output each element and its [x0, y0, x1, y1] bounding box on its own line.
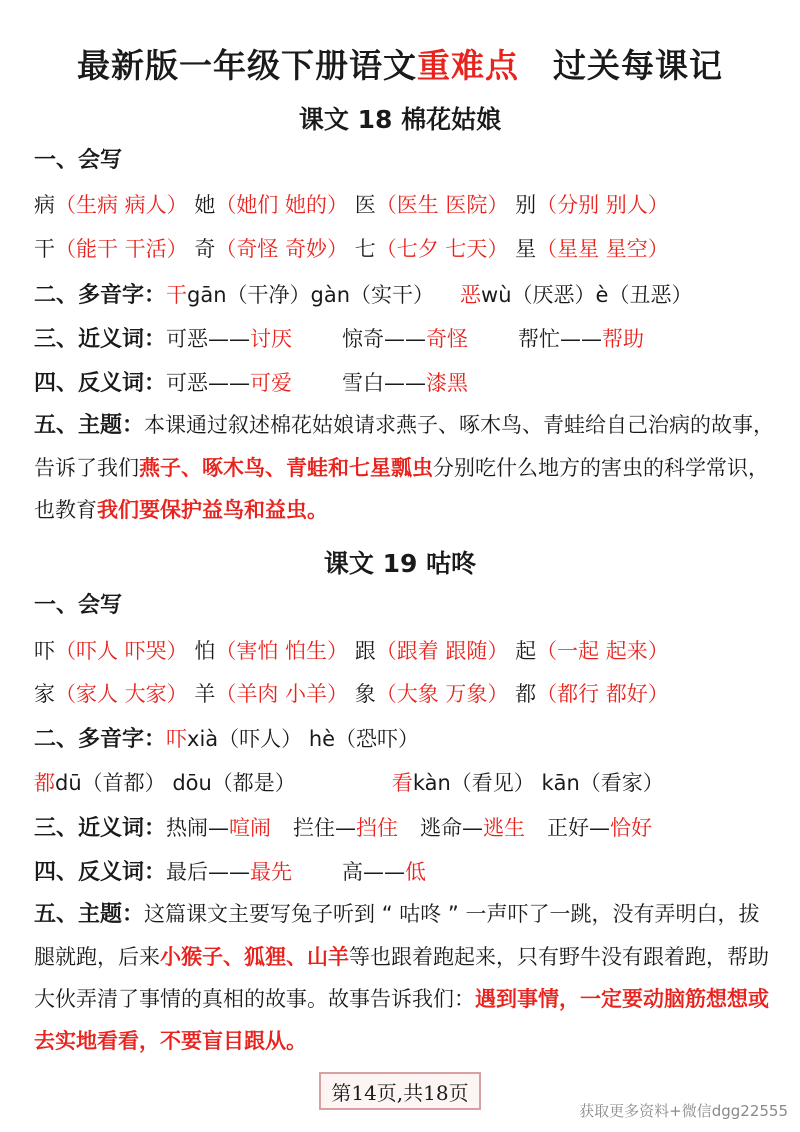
write-char: 象	[354, 682, 376, 706]
theme-label: 五、主题：	[34, 902, 145, 927]
word: 雪白——	[342, 371, 427, 395]
l19-duoyin-row1	[34, 724, 780, 755]
write-words: （跟着 跟随）	[375, 639, 509, 663]
poly-readings: gān（干净）gàn（实干）	[187, 283, 435, 307]
write-words: （吓人 吓哭）	[55, 639, 188, 663]
write-words: （分别 别人）	[536, 193, 669, 217]
write-words: （星星 星空）	[536, 237, 669, 261]
word: 正好—	[547, 816, 611, 840]
poly-char: 看	[391, 771, 413, 795]
write-words: （七夕 七天）	[375, 237, 509, 261]
word: 拦住—	[293, 816, 357, 840]
theme-highlight: 小猴子、狐狸、山羊	[160, 945, 349, 969]
write-words: （一起 起来）	[536, 639, 669, 663]
poly-readings: kàn（看见） kān（看家）	[412, 771, 664, 795]
synonym: 帮助	[602, 327, 645, 351]
synonym: 讨厌	[250, 327, 293, 351]
write-char: 干	[34, 237, 55, 261]
lesson-19-heading: 课文 19 咕咚	[323, 549, 477, 578]
write-char: 七	[354, 237, 376, 261]
page-title	[0, 40, 800, 87]
poly-readings: xià（吓人） hè（恐吓）	[187, 727, 420, 751]
antonym: 最先	[250, 860, 293, 884]
poly-readings: wù（厌恶）è（丑恶）	[481, 283, 693, 307]
synonym: 逃生	[483, 816, 526, 840]
write-words: （她们 她的）	[215, 193, 349, 217]
fanyi-label: 四、反义词：	[34, 371, 167, 396]
write-words: （医生 医院）	[375, 193, 509, 217]
l19-huixie-label: 一、会写	[34, 593, 123, 618]
antonym: 漆黑	[426, 371, 469, 395]
l19-huixie-row1	[34, 636, 780, 666]
theme-text: 分别吃什么地方的害虫的科学常识，也教育	[34, 456, 769, 522]
word: 逃命—	[420, 816, 484, 840]
write-words: （都行 都好）	[536, 682, 669, 706]
l18-huixie-row2	[34, 234, 780, 264]
word: 热闹—	[166, 816, 230, 840]
write-char: 奇	[194, 237, 216, 261]
duoyin-label: 二、多音字：	[34, 727, 167, 752]
write-char: 怕	[194, 639, 216, 663]
write-words: （生病 病人）	[55, 193, 188, 217]
title-highlight: 重难点	[417, 46, 519, 85]
l19-fanyi	[34, 857, 780, 888]
l19-duoyin-row2	[34, 768, 780, 798]
synonym: 挡住	[356, 816, 399, 840]
write-char: 跟	[354, 639, 376, 663]
word: 可恶——	[166, 327, 251, 351]
poly-char: 吓	[166, 727, 188, 751]
write-char: 病	[34, 193, 55, 217]
write-words: （羊肉 小羊）	[215, 682, 349, 706]
write-char: 都	[515, 682, 537, 706]
write-char: 吓	[34, 639, 55, 663]
antonym: 低	[405, 860, 427, 884]
write-words: （能干 干活）	[55, 237, 188, 261]
synonym: 奇怪	[426, 327, 469, 351]
fanyi-label: 四、反义词：	[34, 860, 167, 885]
write-char: 她	[194, 193, 216, 217]
theme-label: 五、主题：	[34, 413, 145, 438]
poly-char: 恶	[460, 283, 482, 307]
word: 惊奇——	[342, 327, 427, 351]
theme-text: 等也跟着跑起来，只有野牛没有跟着跑，帮助大伙弄清了事情的真相的故事。故事告诉我们：	[34, 945, 769, 1011]
write-words: （大象 万象）	[375, 682, 509, 706]
write-words: （奇怪 奇妙）	[215, 237, 349, 261]
lesson-18-heading: 课文 18 棉花姑娘	[298, 105, 502, 134]
duoyin-label: 二、多音字：	[34, 283, 167, 308]
write-char: 星	[515, 237, 537, 261]
synonym: 喧闹	[229, 816, 272, 840]
word: 帮忙——	[518, 327, 603, 351]
l18-fanyi	[34, 368, 780, 399]
word: 可恶——	[166, 371, 251, 395]
poly-readings: dū（首都） dōu（都是）	[55, 771, 296, 795]
jinyi-label: 三、近义词：	[34, 327, 167, 352]
title-part3: 过关每课记	[553, 46, 723, 85]
l18-duoyin	[34, 280, 780, 311]
write-char: 医	[354, 193, 376, 217]
write-words: （家人 大家）	[55, 682, 188, 706]
l18-theme	[34, 404, 774, 531]
watermark-text: 获取更多资料+微信dgg22555	[579, 1102, 788, 1120]
antonym: 可爱	[250, 371, 293, 395]
l18-jinyi	[34, 324, 780, 355]
theme-highlight: 我们要保护益鸟和益虫。	[97, 498, 328, 522]
poly-char: 干	[166, 283, 188, 307]
word: 最后——	[166, 860, 251, 884]
write-char: 别	[515, 193, 537, 217]
theme-text: 本课通过叙述棉花姑娘请求燕子、啄木鸟、青蛙给自己治病的故事，告诉了我们	[34, 413, 775, 480]
l18-huixie-label: 一、会写	[34, 148, 123, 173]
l18-huixie-row1	[34, 190, 780, 220]
l19-huixie-row2	[34, 679, 780, 709]
write-char: 家	[34, 682, 55, 706]
jinyi-label: 三、近义词：	[34, 816, 167, 841]
theme-text: 这篇课文主要写兔子听到 “ 咕咚 ” 一声吓了一跳，没有弄明白，拔腿就跑，后来	[34, 902, 760, 969]
write-words: （害怕 怕生）	[215, 639, 349, 663]
word: 高——	[342, 860, 406, 884]
page-number-box: 第14页,共18页	[319, 1072, 481, 1110]
l19-jinyi	[34, 813, 780, 844]
theme-highlight: 遇到事情，一定要动脑筋想想或去实地看看，不要盲目跟从。	[34, 987, 769, 1053]
write-char: 起	[515, 639, 537, 663]
poly-char: 都	[34, 771, 55, 795]
l19-theme	[34, 893, 774, 1062]
title-part1: 最新版一年级下册语文	[77, 46, 417, 85]
write-char: 羊	[194, 682, 216, 706]
synonym: 恰好	[610, 816, 653, 840]
theme-highlight: 燕子、啄木鸟、青蛙和七星瓢虫	[139, 456, 433, 480]
